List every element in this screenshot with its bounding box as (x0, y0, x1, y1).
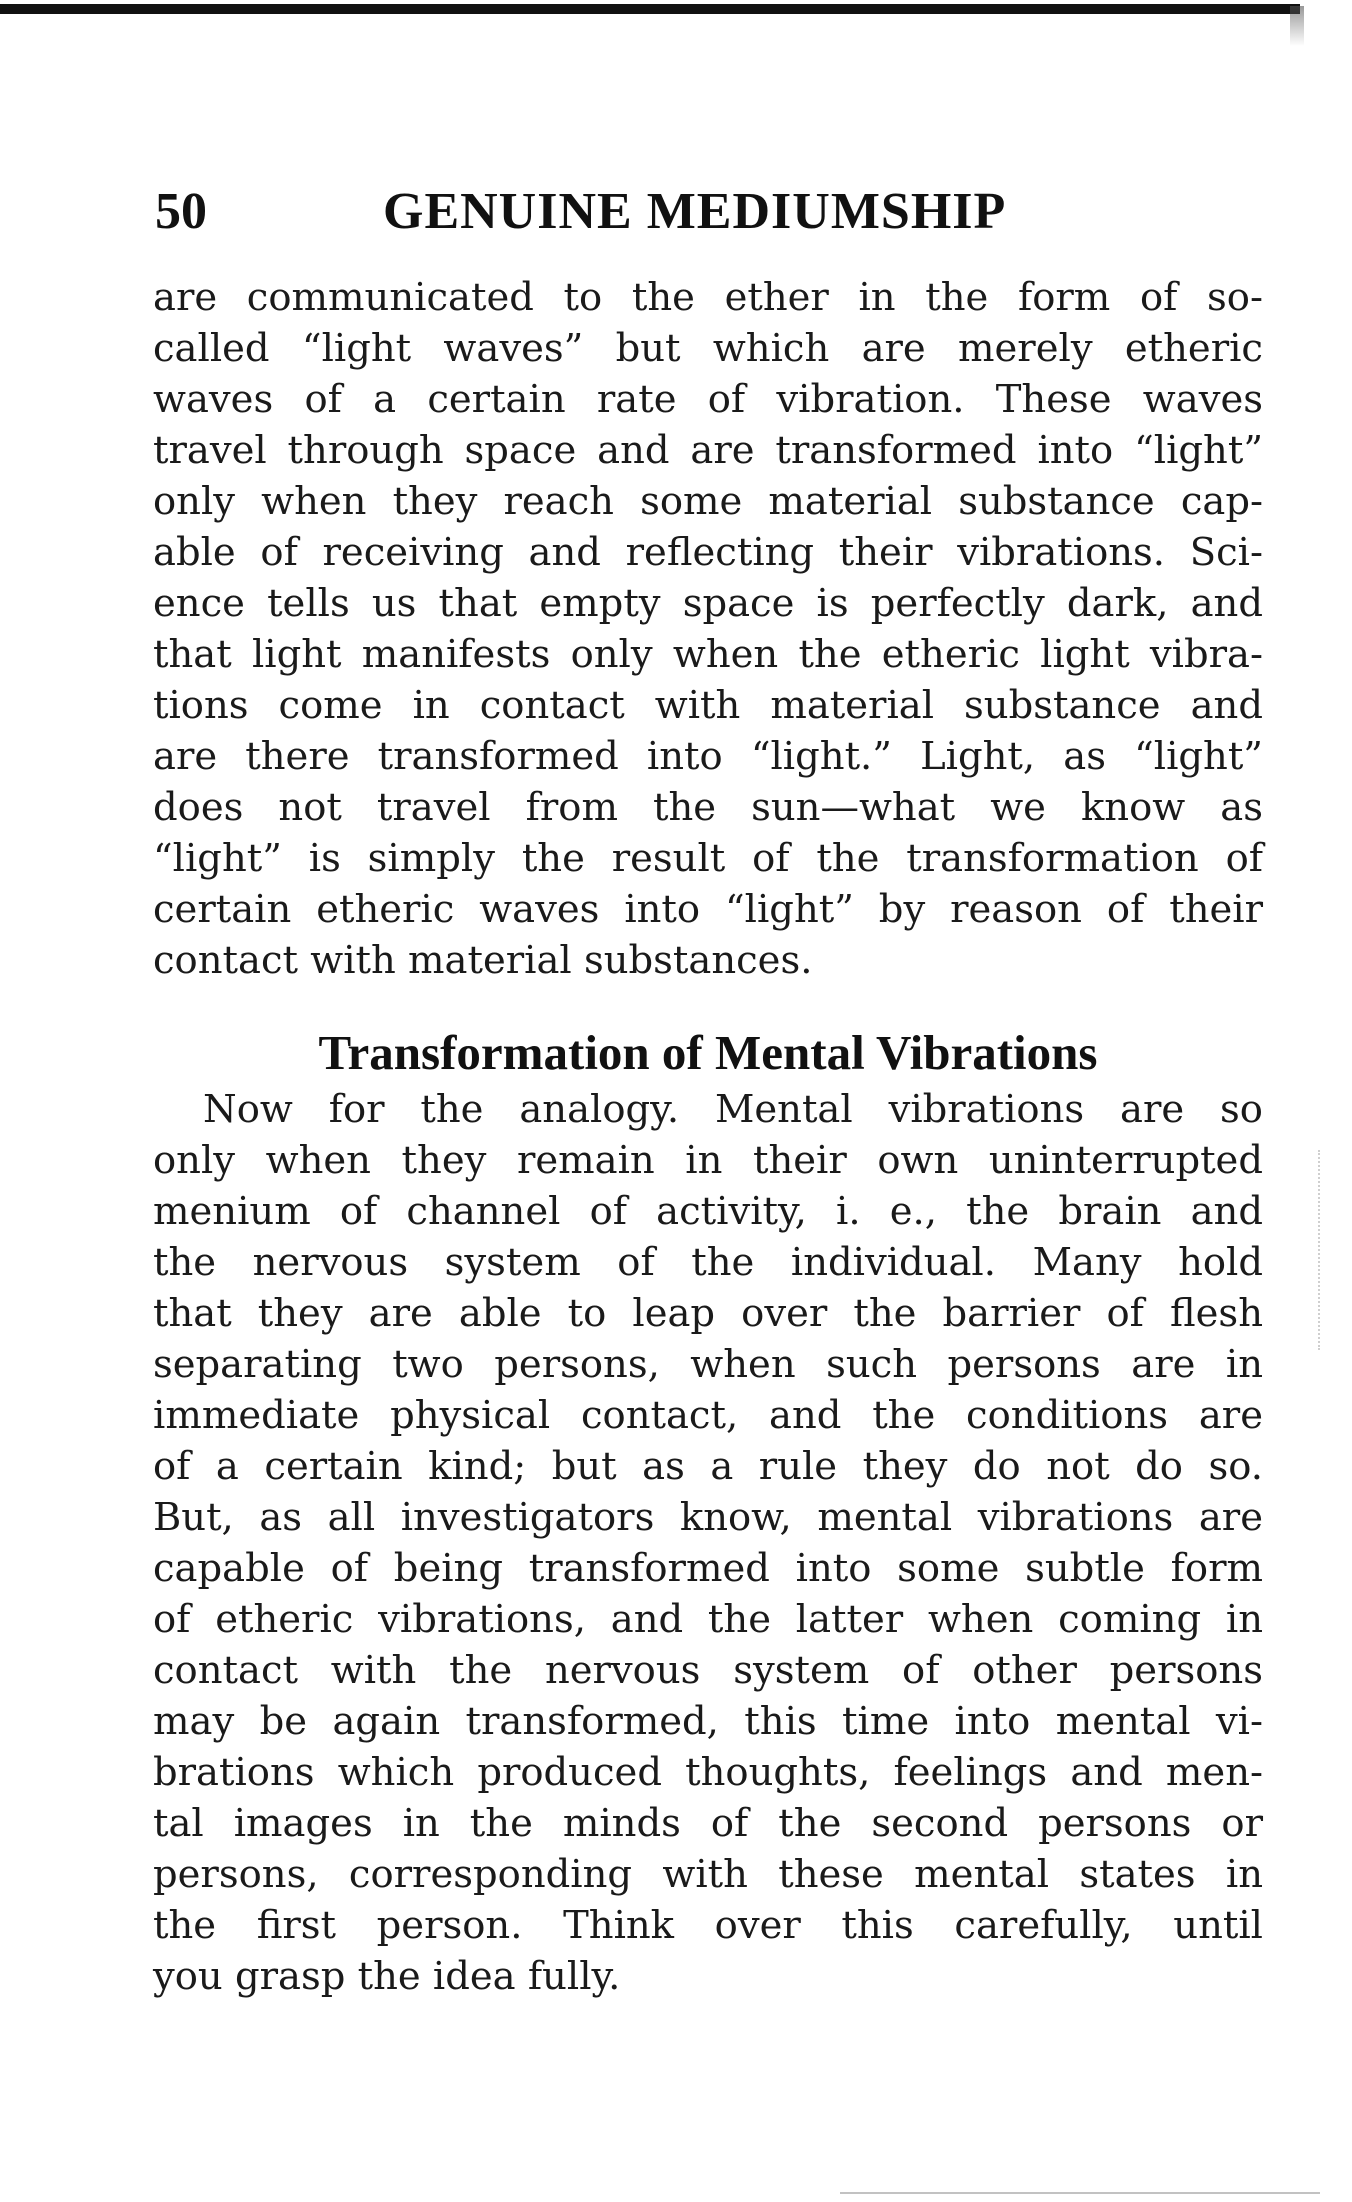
text-line: contact with the nervous system of other persons (153, 1648, 1263, 1693)
text-line: called “light waves” but which are merely etheric (153, 326, 1263, 371)
text-line: menium of channel of activity, i. e., the brain and (153, 1189, 1263, 1234)
text-line: immediate physical contact, and the conditions are (153, 1393, 1263, 1438)
text-line: travel through space and are transformed into “light” (153, 428, 1263, 473)
text-line: certain etheric waves into “light” by reason of their (153, 887, 1263, 932)
text-line: does not travel from the sun—what we know as (153, 785, 1263, 830)
text-line: that light manifests only when the etheric light vibra- (153, 632, 1263, 677)
text-line: of etheric vibrations, and the latter when coming in (153, 1597, 1263, 1642)
text-line: only when they reach some material substance cap- (153, 479, 1263, 524)
text-line: of a certain kind; but as a rule they do not do so. (153, 1444, 1263, 1489)
text-line: waves of a certain rate of vibration. These waves (153, 377, 1263, 422)
text-line: the nervous system of the individual. Many hold (153, 1240, 1263, 1285)
text-line: separating two persons, when such persons are in (153, 1342, 1263, 1387)
text-line: ence tells us that empty space is perfectly dark, and (153, 581, 1263, 626)
text-line: the first person. Think over this carefully, until (153, 1903, 1263, 1948)
top-border-rule (0, 4, 1300, 14)
text-line: may be again transformed, this time into mental vi- (153, 1699, 1263, 1744)
text-line: are there transformed into “light.” Light, as “light” (153, 734, 1263, 779)
text-line: contact with material substances. (153, 938, 813, 983)
text-line: that they are able to leap over the barrier of flesh (153, 1291, 1263, 1336)
page-header (155, 182, 1255, 242)
page-number: 50 (155, 183, 207, 240)
text-line: able of receiving and reflecting their vibrations. Sci- (153, 530, 1263, 575)
text-line: only when they remain in their own uninterrupted (153, 1138, 1263, 1183)
text-line: brations which produced thoughts, feelings and men- (153, 1750, 1263, 1795)
section-heading: Transformation of Mental Vibrations (318, 1025, 1098, 1080)
text-line: persons, corresponding with these mental states in (153, 1852, 1263, 1897)
text-line: tions come in contact with material substance and (153, 683, 1263, 728)
scan-margin-specks (1318, 1150, 1326, 1350)
text-line: tal images in the minds of the second persons or (153, 1801, 1263, 1846)
paragraph-2 (153, 1084, 1263, 2002)
text-line: “light” is simply the result of the transformation of (153, 836, 1263, 881)
text-line: But, as all investigators know, mental vibrations are (153, 1495, 1263, 1540)
text-line: you grasp the idea fully. (153, 1954, 621, 1999)
text-line: Now for the analogy. Mental vibrations are so (203, 1087, 1263, 1132)
bottom-edge-mark (840, 2192, 1320, 2194)
scan-edge-mark (1290, 6, 1304, 46)
paragraph-1 (153, 272, 1263, 986)
text-line: capable of being transformed into some subtle form (153, 1546, 1263, 1591)
running-title: GENUINE MEDIUMSHIP (383, 183, 1007, 240)
text-line: are communicated to the ether in the form of so- (153, 275, 1263, 320)
